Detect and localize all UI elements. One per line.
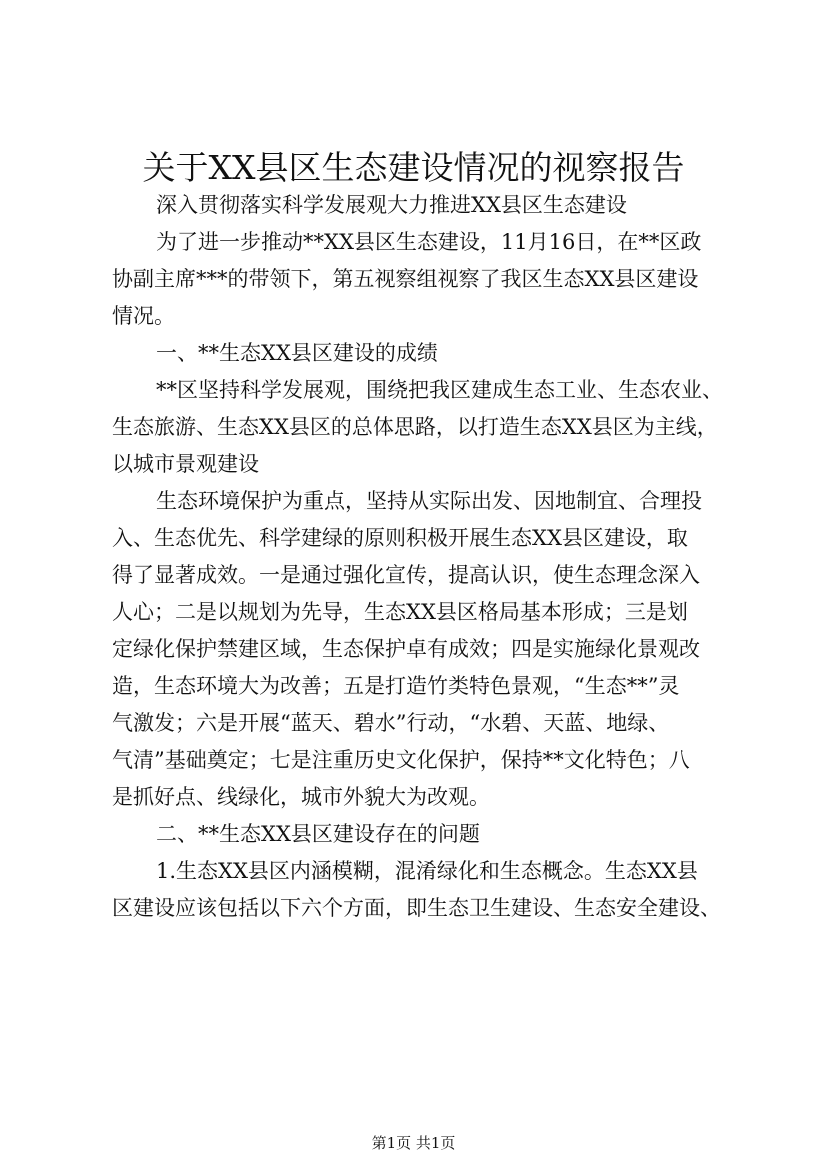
- paragraph-line: 气激发；六是开展“蓝天、碧水”行动，“水碧、天蓝、地绿、: [112, 711, 670, 735]
- document-body: [112, 187, 724, 927]
- paragraph-line: 协副主席***的带领下，第五视察组视察了我区生态XX县区建设: [112, 267, 699, 291]
- paragraph-line: 以城市景观建设: [112, 452, 259, 476]
- paragraph-line: 人心；二是以规划为先导，生态XX县区格局基本形成；三是划: [112, 600, 688, 624]
- paragraph-line: 生态旅游、生态XX县区的总体思路，以打造生态XX县区为主线，: [112, 415, 718, 439]
- section-heading: 一、**生态XX县区建设的成绩: [156, 341, 438, 365]
- paragraph-line: 为了进一步推动**XX县区生态建设，11月16日，在**区政: [156, 230, 702, 254]
- document-title: 关于XX县区生态建设情况的视察报告: [142, 148, 685, 187]
- paragraph-line: 深入贯彻落实科学发展观大力推进XX县区生态建设: [156, 193, 627, 217]
- paragraph-line: 生态环境保护为重点，坚持从实际出发、因地制宜、合理投: [156, 489, 702, 513]
- paragraph-line: 1.生态XX县区内涵模糊，混淆绿化和生态概念。生态XX县: [156, 859, 698, 883]
- paragraph-line: 造，生态环境大为改善；五是打造竹类特色景观，“生态**”灵: [112, 674, 680, 698]
- paragraph-line: 区建设应该包括以下六个方面，即生态卫生建设、生态安全建设、: [112, 896, 721, 920]
- paragraph-line: 得了显著成效。一是通过强化宣传，提高认识，使生态理念深入: [112, 563, 700, 587]
- paragraph-line: 定绿化保护禁建区域，生态保护卓有成效；四是实施绿化景观改: [112, 637, 700, 661]
- paragraph-line: 情况。: [112, 304, 175, 328]
- paragraph-line: **区坚持科学发展观，围绕把我区建成生态工业、生态农业、: [156, 378, 723, 402]
- page-footer: 第1页 共1页: [371, 1134, 456, 1152]
- paragraph-line: 是抓好点、线绿化，城市外貌大为改观。: [112, 785, 490, 809]
- section-heading: 二、**生态XX县区建设存在的问题: [156, 822, 480, 846]
- paragraph-line: 气清”基础奠定；七是注重历史文化保护，保持**文化特色；八: [112, 748, 690, 772]
- paragraph-line: 入、生态优先、科学建绿的原则积极开展生态XX县区建设，取: [112, 526, 688, 550]
